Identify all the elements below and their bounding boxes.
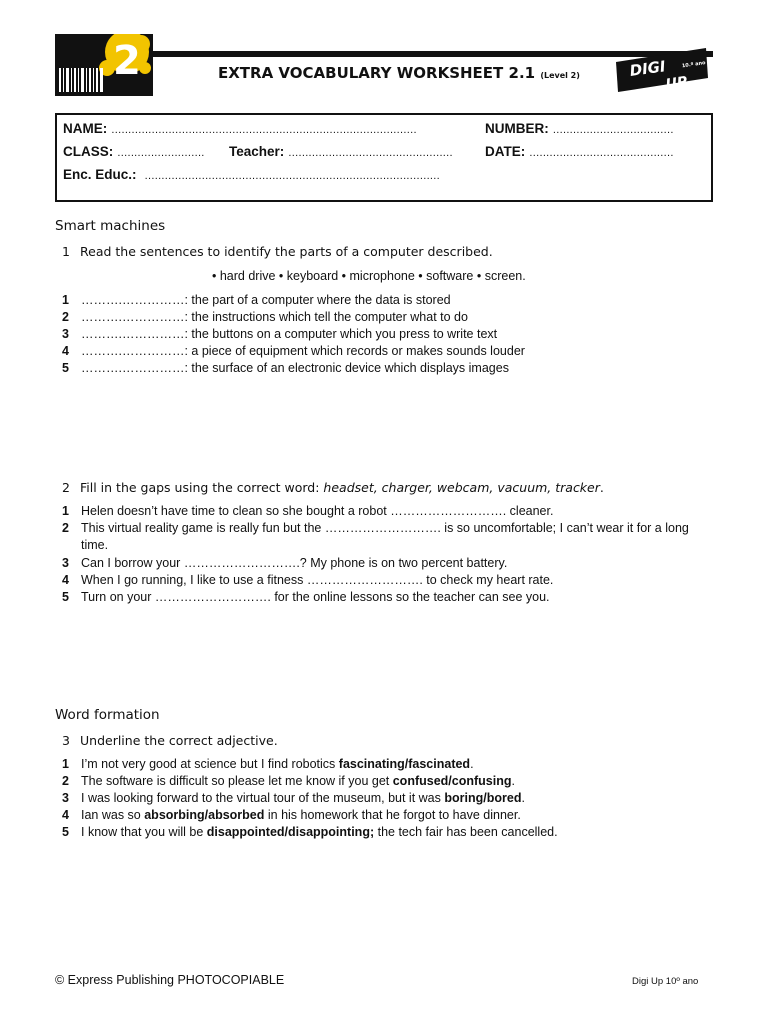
name-field[interactable]: ........................................................................................... xyxy=(111,124,417,136)
class-label: CLASS: xyxy=(63,144,114,159)
item-number: 5 xyxy=(62,825,69,839)
section-title-word-formation: Word formation xyxy=(55,707,160,723)
item-text: ……….……………: the part of a computer where the data is stored xyxy=(81,293,451,307)
item-text-after: . xyxy=(470,757,474,771)
level-text: (Level 2) xyxy=(540,71,580,80)
exercise-number: 1 xyxy=(62,244,70,259)
item-text-after: in his homework that he forgot to have dinner. xyxy=(264,808,521,822)
number-label: NUMBER: xyxy=(485,121,549,136)
list-item xyxy=(62,343,722,360)
list-item xyxy=(62,807,722,824)
item-number: 2 xyxy=(62,310,69,324)
item-text xyxy=(81,807,711,824)
teacher-label: Teacher: xyxy=(229,144,285,159)
item-number: 1 xyxy=(62,757,69,771)
item-number: 1 xyxy=(62,293,69,307)
instruction-end: . xyxy=(599,480,604,495)
enc-field[interactable]: ........................................................................................ xyxy=(144,170,440,182)
item-text xyxy=(81,756,711,773)
item-text-after: the tech fair has been cancelled. xyxy=(374,825,558,839)
digi-up-brand-logo xyxy=(612,46,712,94)
number-field[interactable]: .................................... xyxy=(552,124,674,136)
item-text: Turn on your ………………………. for the online lessons so the teacher can see you. xyxy=(81,590,550,604)
list-item xyxy=(62,360,722,377)
instruction-text: Underline the correct adjective. xyxy=(80,733,278,748)
teacher-line xyxy=(229,144,453,160)
unit-logo xyxy=(55,34,153,96)
list-item xyxy=(62,309,722,326)
number-line xyxy=(485,121,674,137)
instruction-text: Read the sentences to identify the parts of a computer described. xyxy=(80,244,493,259)
word-bank: • hard drive • keyboard • microphone • software • screen. xyxy=(212,269,526,283)
item-text: This virtual reality game is really fun but the ………………………. is so uncomfortable; I can’t wear it for a long time. xyxy=(81,521,689,552)
list-item xyxy=(62,824,722,841)
item-number: 4 xyxy=(62,573,69,587)
name-label: NAME: xyxy=(63,121,108,136)
adjective-choice[interactable]: disappointed/disappointing; xyxy=(206,825,375,839)
list-item xyxy=(62,773,722,790)
exercise-3-instruction xyxy=(62,733,278,748)
list-item xyxy=(62,589,722,606)
exercise-number: 3 xyxy=(62,733,70,748)
item-text: ……….……………: the buttons on a computer which you press to write text xyxy=(81,327,498,341)
item-text: Helen doesn’t have time to clean so she bought a robot ………………………. cleaner. xyxy=(81,504,554,518)
footer-copyright: © Express Publishing PHOTOCOPIABLE xyxy=(55,973,285,987)
adjective-choice[interactable]: absorbing/absorbed xyxy=(144,808,265,822)
list-item xyxy=(62,756,722,773)
item-text: ……….……………: the instructions which tell the computer what to do xyxy=(81,310,468,324)
item-text: ……….……………: a piece of equipment which records or makes sounds louder xyxy=(81,344,525,358)
list-item xyxy=(62,520,722,554)
adjective-choice[interactable]: boring/bored xyxy=(444,791,522,805)
item-number: 2 xyxy=(62,774,69,788)
item-text: When I go running, I like to use a fitness ………………………. to check my heart rate. xyxy=(81,573,554,587)
enc-line xyxy=(63,167,440,183)
item-text xyxy=(81,773,711,790)
item-text-before: The software is difficult so please let me know if you get xyxy=(81,774,393,788)
enc-label: Enc. Educ.: xyxy=(63,167,137,182)
item-text-before: I know that you will be xyxy=(81,825,207,839)
item-text xyxy=(81,790,711,807)
list-item xyxy=(62,572,722,589)
item-number: 2 xyxy=(62,521,69,535)
item-text-before: Ian was so xyxy=(81,808,145,822)
exercise-1-instruction xyxy=(62,244,493,259)
item-text-after: . xyxy=(521,791,525,805)
brand-digi: DIGI xyxy=(628,57,667,81)
worksheet-title xyxy=(218,64,580,82)
list-item xyxy=(62,326,722,343)
exercise-2-instruction xyxy=(62,480,604,495)
date-field[interactable]: ........................................... xyxy=(529,147,674,159)
date-label: DATE: xyxy=(485,144,526,159)
brand-grade: 10.º ano xyxy=(681,60,706,70)
title-text: EXTRA VOCABULARY WORKSHEET 2.1 xyxy=(218,64,536,82)
student-info-box xyxy=(55,113,713,202)
class-line xyxy=(63,144,205,160)
list-item xyxy=(62,503,722,520)
instruction-text: Fill in the gaps using the correct word: xyxy=(80,480,324,495)
item-number: 3 xyxy=(62,327,69,341)
list-item xyxy=(62,292,722,309)
item-number: 1 xyxy=(62,504,69,518)
section-title-smart-machines: Smart machines xyxy=(55,218,166,234)
date-line xyxy=(485,144,674,160)
class-field[interactable]: .......................... xyxy=(117,147,205,159)
item-text-after: . xyxy=(511,774,515,788)
list-item xyxy=(62,555,722,572)
item-number: 4 xyxy=(62,808,69,822)
adjective-choice[interactable]: fascinating/fascinated xyxy=(338,757,471,771)
item-text-before: I’m not very good at science but I find robotics xyxy=(81,757,339,771)
worksheet-header xyxy=(55,34,713,96)
list-item xyxy=(62,790,722,807)
item-text xyxy=(81,824,711,841)
item-text: Can I borrow your ……………………….? My phone is on two percent battery. xyxy=(81,556,508,570)
name-line xyxy=(63,121,417,137)
unit-number: 2 xyxy=(113,38,141,84)
exercise-number: 2 xyxy=(62,480,70,495)
item-number: 5 xyxy=(62,590,69,604)
brand-up: UP xyxy=(664,73,689,93)
footer-book-title: Digi Up 10º ano xyxy=(632,976,699,987)
item-number: 5 xyxy=(62,361,69,375)
instruction-words: headset, charger, webcam, vacuum, tracker xyxy=(323,480,600,495)
adjective-choice[interactable]: confused/confusing xyxy=(392,774,512,788)
item-text-before: I was looking forward to the virtual tour of the museum, but it was xyxy=(81,791,445,805)
teacher-field[interactable]: ................................................. xyxy=(288,147,453,159)
item-number: 3 xyxy=(62,791,69,805)
item-number: 4 xyxy=(62,344,69,358)
item-text: ……….……………: the surface of an electronic device which displays images xyxy=(81,361,509,375)
item-number: 3 xyxy=(62,556,69,570)
